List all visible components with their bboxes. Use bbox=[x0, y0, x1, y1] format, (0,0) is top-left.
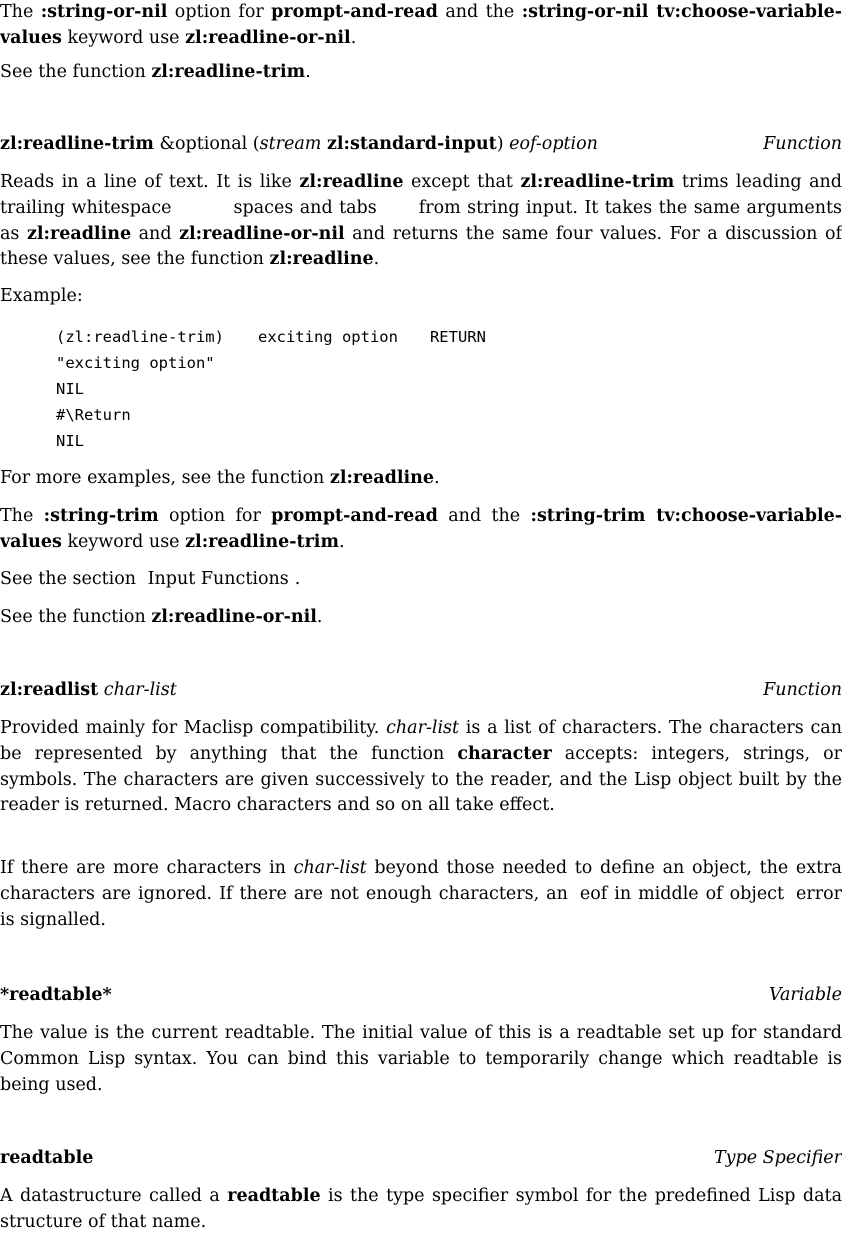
intro-paragraph: The :string-or-nil option for prompt-and-read and the :string-or-nil tv:choose-variable-values keyword use zl:readline-or-nil. bbox=[0, 2, 842, 48]
entry-header-readtable-variable bbox=[0, 983, 842, 1009]
readtable-type-description: A datastructure called a readtable is the type specifier symbol for the predefined Lisp data structure of that name. bbox=[0, 1186, 842, 1232]
example-label: Example: bbox=[0, 286, 83, 306]
type-name: readtable bbox=[0, 1148, 94, 1168]
readlist-description: Provided mainly for Maclisp compatibility. char-list is a list of characters. The characters can be represented by anything that the function character accepts: integers, strings, or symbols. The characters are given successively to the reader, and the Lisp object built by the reader is returned. Macro characters and so on all take effect. bbox=[0, 718, 842, 816]
code-line-4: #\Return bbox=[56, 406, 131, 424]
section-reference: Input Functions bbox=[147, 569, 289, 589]
string-trim-option-paragraph: The :string-trim option for prompt-and-read and the :string-trim tv:choose-variable-values keyword use zl:readline-trim. bbox=[0, 506, 842, 552]
code-line-1: (zl:readline-trim) exciting option RETURN bbox=[56, 328, 486, 346]
entry-kind: Variable bbox=[768, 985, 842, 1005]
function-signature: zl:readlist char-list bbox=[0, 680, 177, 700]
code-line-5: NIL bbox=[56, 432, 84, 450]
readtable-variable-description: The value is the current readtable. The initial value of this is a readtable set up for standard Common Lisp syntax. You can bind this variable to temporarily change which readtable is being used. bbox=[0, 1023, 842, 1095]
entry-kind: Function bbox=[763, 134, 842, 154]
entry-kind: Function bbox=[763, 680, 842, 700]
code-line-3: NIL bbox=[56, 380, 84, 398]
variable-name: *readtable* bbox=[0, 985, 112, 1005]
intro-see-function: See the function zl:readline-trim. bbox=[0, 62, 311, 82]
entry-kind: Type Specifier bbox=[713, 1148, 842, 1168]
code-example bbox=[56, 324, 486, 454]
entry-header-readline-trim bbox=[0, 132, 842, 158]
see-function-paragraph: See the function zl:readline-or-nil. bbox=[0, 607, 323, 627]
code-line-2: "exciting option" bbox=[56, 354, 215, 372]
entry-header-readtable-type bbox=[0, 1146, 842, 1172]
see-section-paragraph: See the section Input Functions . bbox=[0, 569, 301, 589]
more-examples-paragraph: For more examples, see the function zl:readline. bbox=[0, 468, 440, 488]
readlist-extra-characters: If there are more characters in char-list beyond those needed to define an object, the extra characters are ignored. If there are not enough characters, an eof in middle of object error is signalled. bbox=[0, 858, 842, 930]
entry-header-readlist bbox=[0, 678, 842, 704]
function-signature: zl:readline-trim &optional (stream zl:standard-input) eof-option bbox=[0, 134, 598, 154]
readline-trim-description: Reads in a line of text. It is like zl:readline except that zl:readline-trim trims leading and trailing whitespace spaces and tabs from string input. It takes the same arguments as zl:readline and zl:readline-or-nil and returns the same four values. For a discussion of these values, see the function zl:readline. bbox=[0, 172, 842, 270]
